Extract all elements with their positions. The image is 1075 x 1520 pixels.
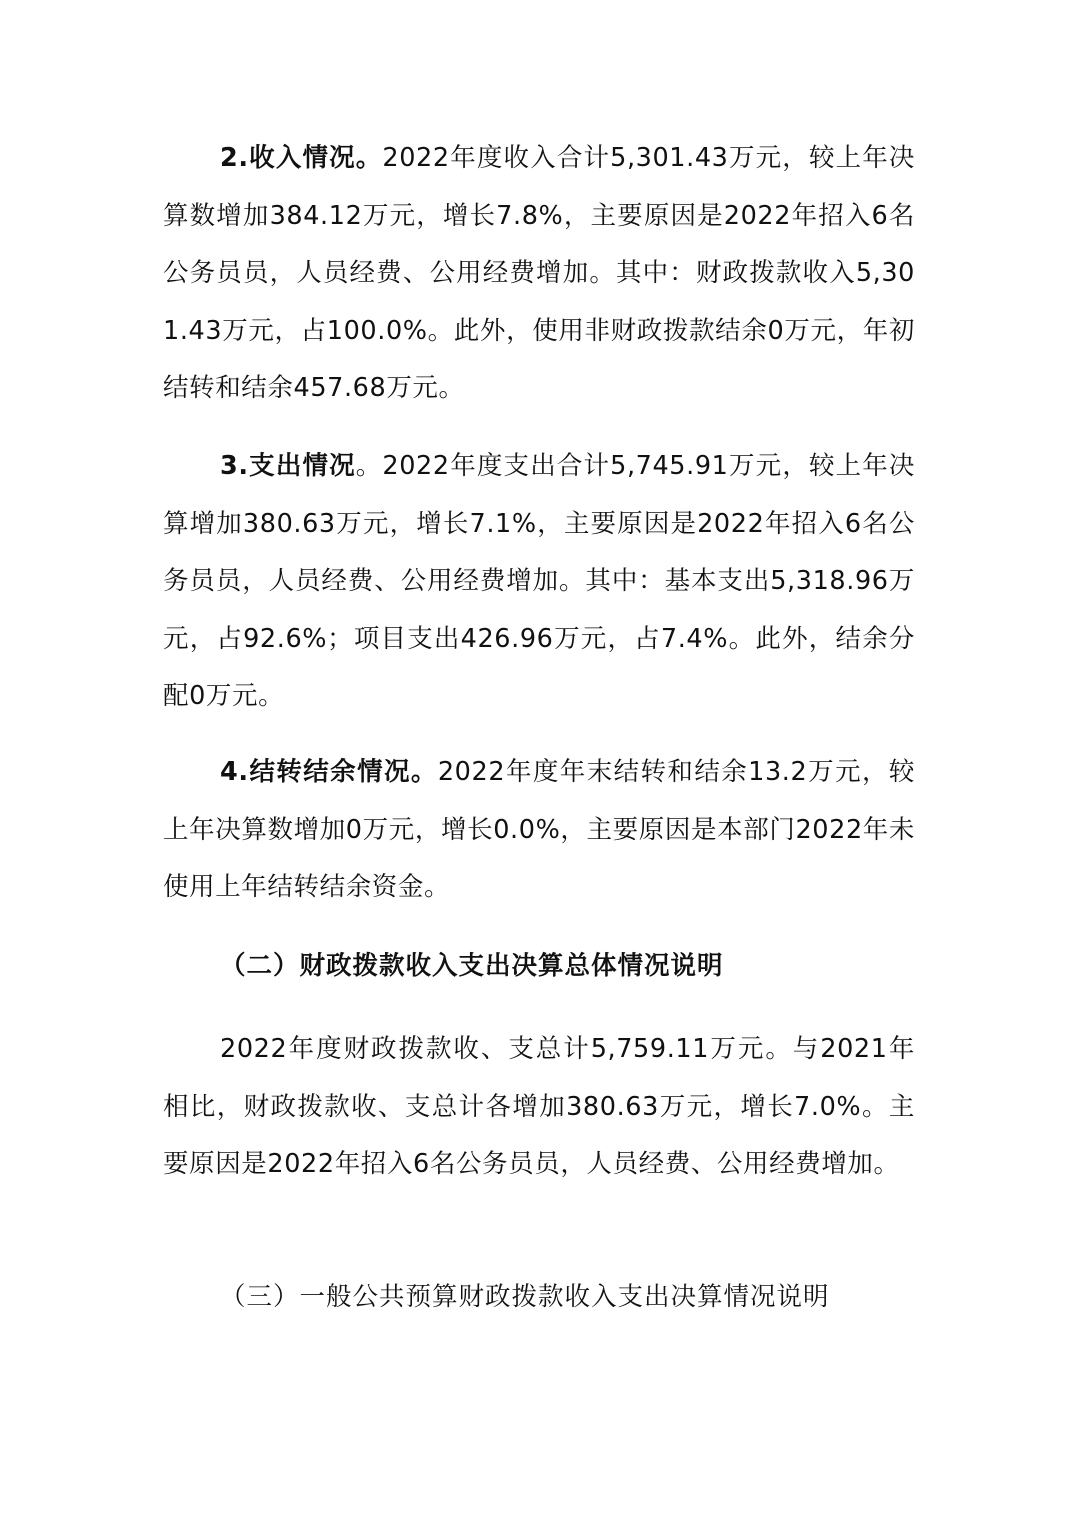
section-two-paragraph: 2022年度财政拨款收、支总计5,759.11万元。与2021年相比，财政拨款收、支总计各增加380.63万元，增长7.0%。主要原因是2022年招入6名公务员员，人员经费、公用经费增加。: [163, 1034, 915, 1179]
income-text: 2022年度收入合计5,301.43万元，较上年决算数增加384.12万元，增长7.8%，主要原因是2022年招入6名公务员员，人员经费、公用经费增加。其中：财政拨款收入5,301.43万元，占100.0%。此外，使用非财政拨款结余0万元，年初结转和结余457.68万元。: [163, 143, 915, 403]
expenditure-lead: 3.支出情况: [220, 451, 356, 481]
income-lead: 2.收入情况。: [220, 143, 383, 173]
income-paragraph: [163, 130, 915, 418]
carryover-text: 2022年度年末结转和结余13.2万元，较上年决算数增加0万元，增长0.0%，主要原因是本部门2022年未使用上年结转结余资金。: [163, 757, 915, 902]
carryover-lead: 4.结转结余情况。: [220, 757, 438, 787]
section-three-heading: （三）一般公共预算财政拨款收入支出决算情况说明: [220, 1282, 830, 1312]
expenditure-text: 。2022年度支出合计5,745.91万元，较上年决算增加380.63万元，增长7.1%，主要原因是2022年招入6名公务员员，人员经费、公用经费增加。其中：基本支出5,318.96万元，占92.6%；项目支出426.96万元，占7.4%。此外，结余分配0万元。: [163, 451, 915, 711]
expenditure-paragraph: [163, 438, 915, 726]
carryover-paragraph: [163, 744, 915, 917]
section-two-heading: （二）财政拨款收入支出决算总体情况说明: [220, 951, 724, 981]
